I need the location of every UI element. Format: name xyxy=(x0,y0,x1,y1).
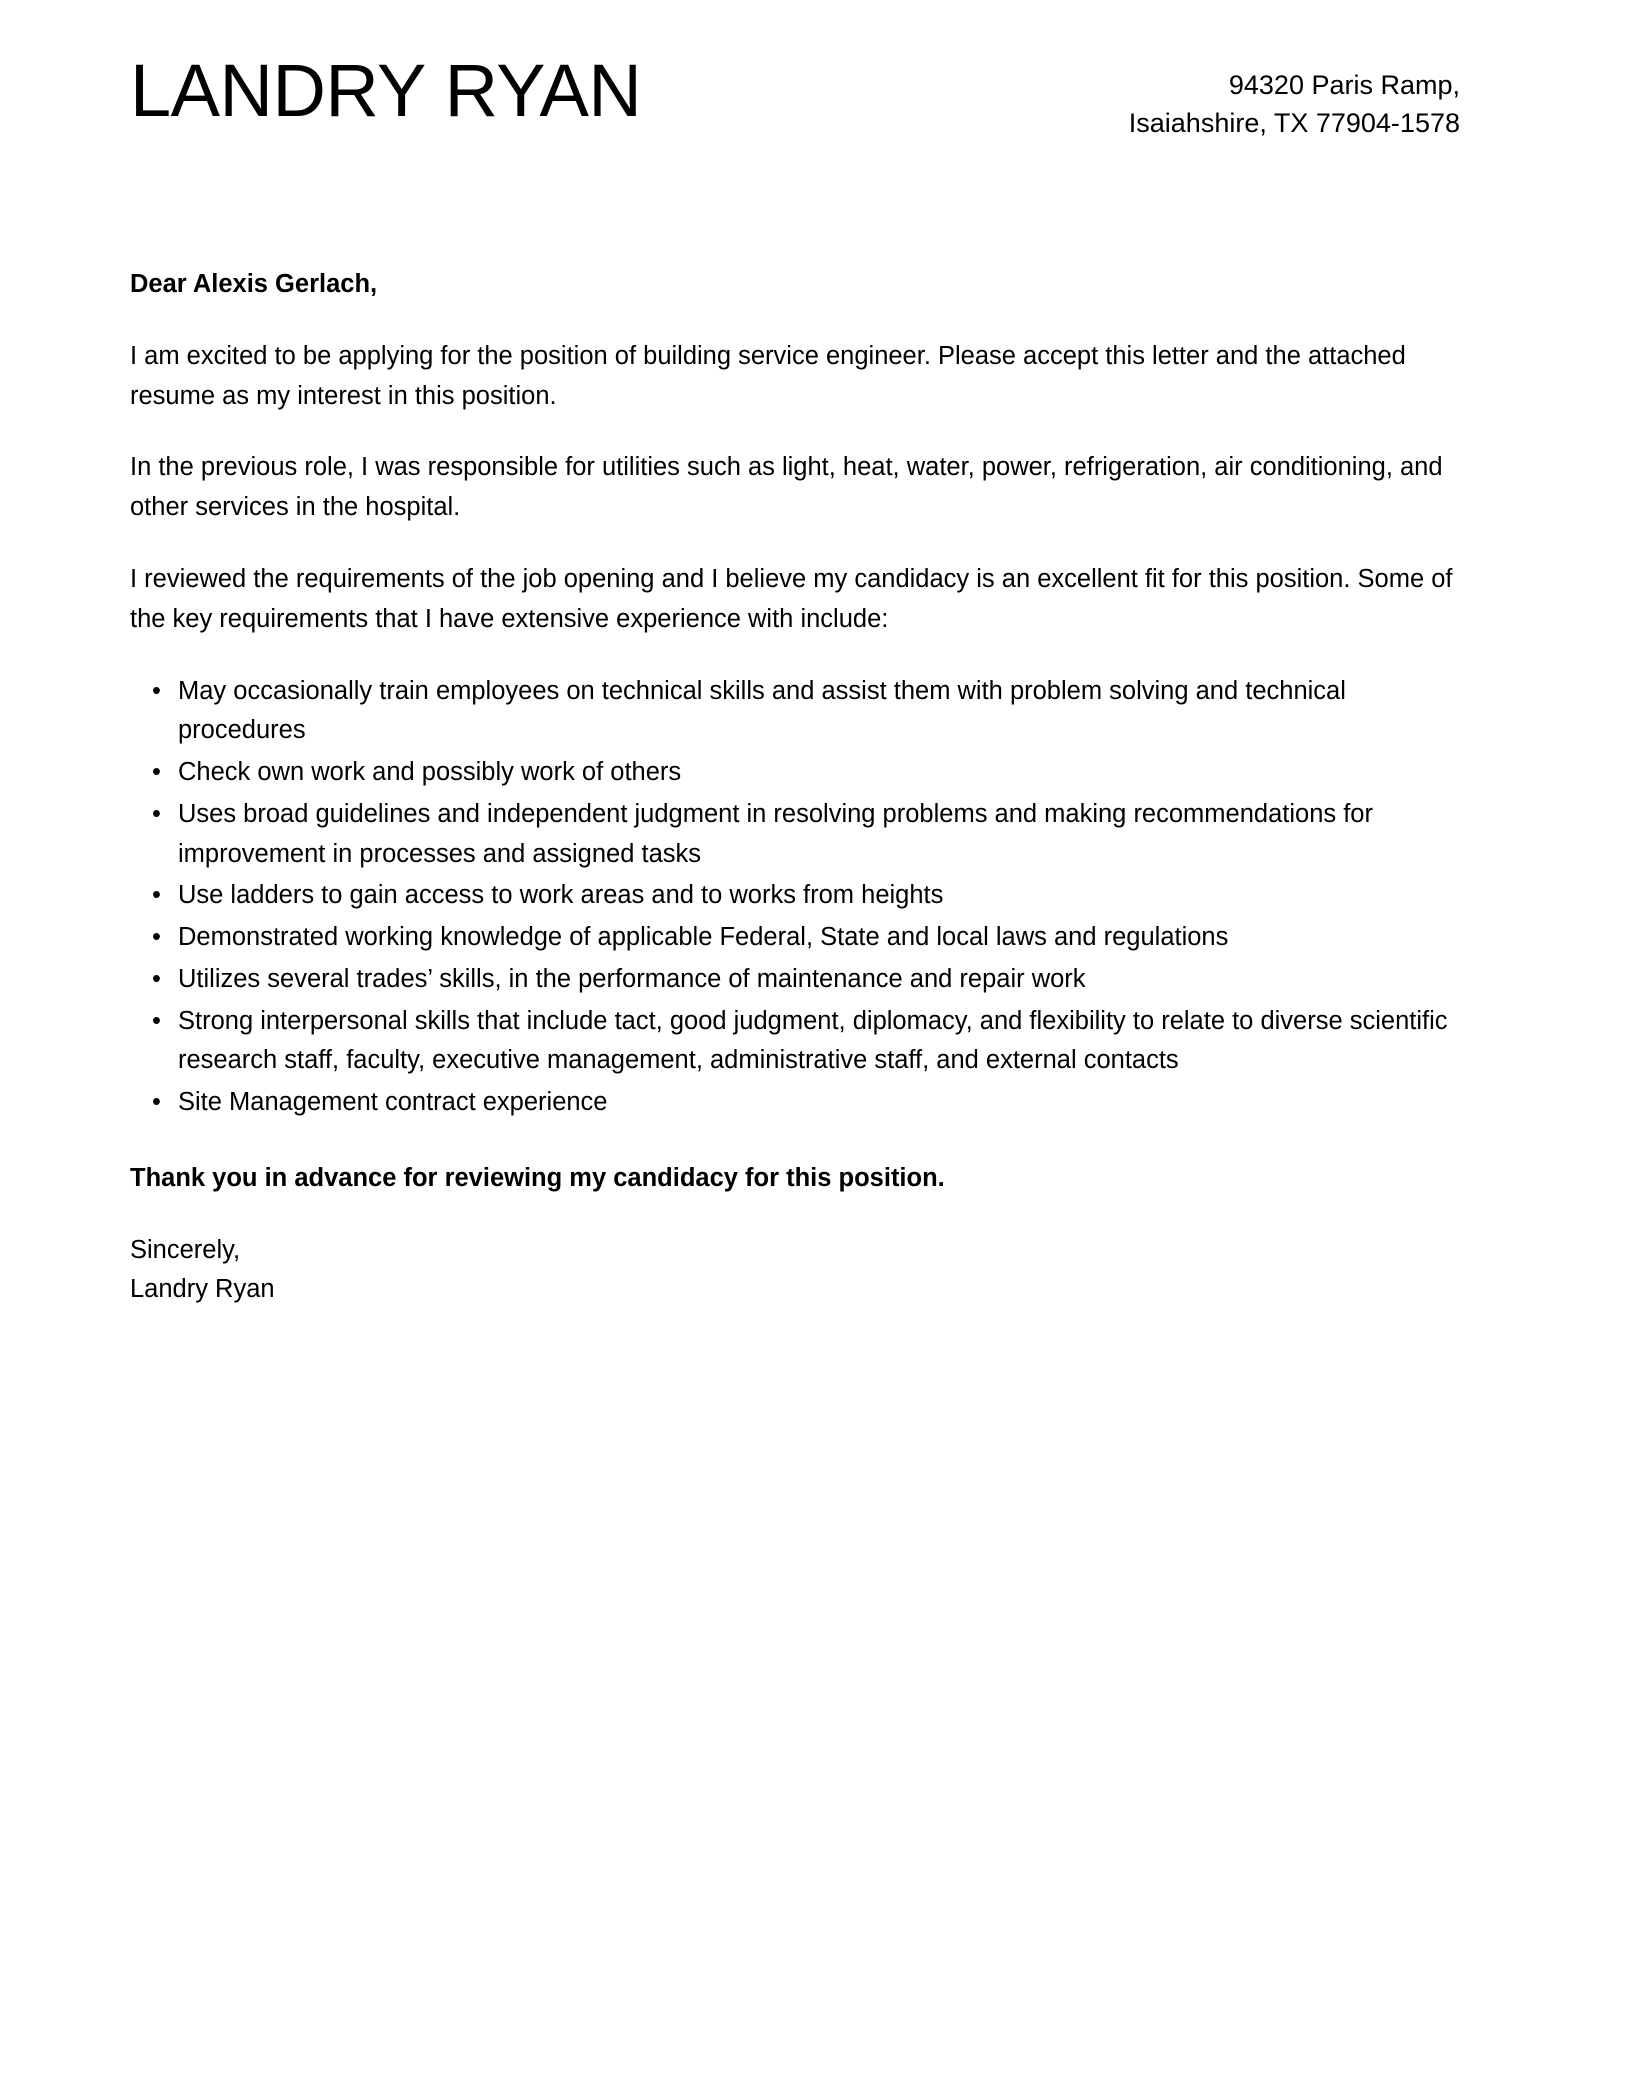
list-item: • Demonstrated working knowledge of applicable Federal, State and local laws and regulations xyxy=(130,918,1460,958)
requirements-list xyxy=(130,672,1460,1123)
signoff-closing: Sincerely, xyxy=(130,1236,241,1265)
page-title: LANDRY RYAN xyxy=(130,49,642,132)
list-item: • Check own work and possibly work of others xyxy=(130,753,1460,793)
list-item: • May occasionally train employees on technical skills and assist them with problem solving and technical procedures xyxy=(130,672,1460,752)
signoff-block xyxy=(130,1231,1460,1309)
letter-content xyxy=(130,0,1460,1309)
body-paragraph-1: I am excited to be applying for the position of building service engineer. Please accept this letter and the attached resume as my interest in this position. xyxy=(130,341,1406,410)
salutation: Dear Alexis Gerlach, xyxy=(130,269,378,298)
thank-you-statement: Thank you in advance for reviewing my candidacy for this position. xyxy=(130,1163,945,1192)
address-line-street: 94320 Paris Ramp, xyxy=(1228,70,1460,100)
signature-name: Landry Ryan xyxy=(130,1274,275,1303)
letter-header xyxy=(130,0,1460,143)
list-item: • Site Management contract experience xyxy=(130,1083,1460,1123)
list-item: • Uses broad guidelines and independent judgment in resolving problems and making recommendations for improvement in processes and assigned tasks xyxy=(130,795,1460,875)
address-line-city-state-zip: Isaiahshire, TX 77904-1578 xyxy=(1128,108,1460,139)
body-paragraph-2: In the previous role, I was responsible for utilities such as light, heat, water, power, refrigeration, air conditioning, and other services in the hospital. xyxy=(130,453,1443,522)
sender-address-block xyxy=(1129,52,1460,143)
list-item: • Strong interpersonal skills that include tact, good judgment, diplomacy, and flexibility to relate to diverse scientific research staff, faculty, executive management, administrative staff, and external contacts xyxy=(130,1002,1460,1082)
body-paragraph-3: I reviewed the requirements of the job opening and I believe my candidacy is an excellent fit for this position. Some of the key requirements that I have extensive experience with include: xyxy=(130,564,1453,633)
list-item: • Utilizes several trades’ skills, in the performance of maintenance and repair work xyxy=(130,960,1460,1000)
letter-body xyxy=(130,265,1460,1309)
list-item: • Use ladders to gain access to work areas and to works from heights xyxy=(130,876,1460,916)
